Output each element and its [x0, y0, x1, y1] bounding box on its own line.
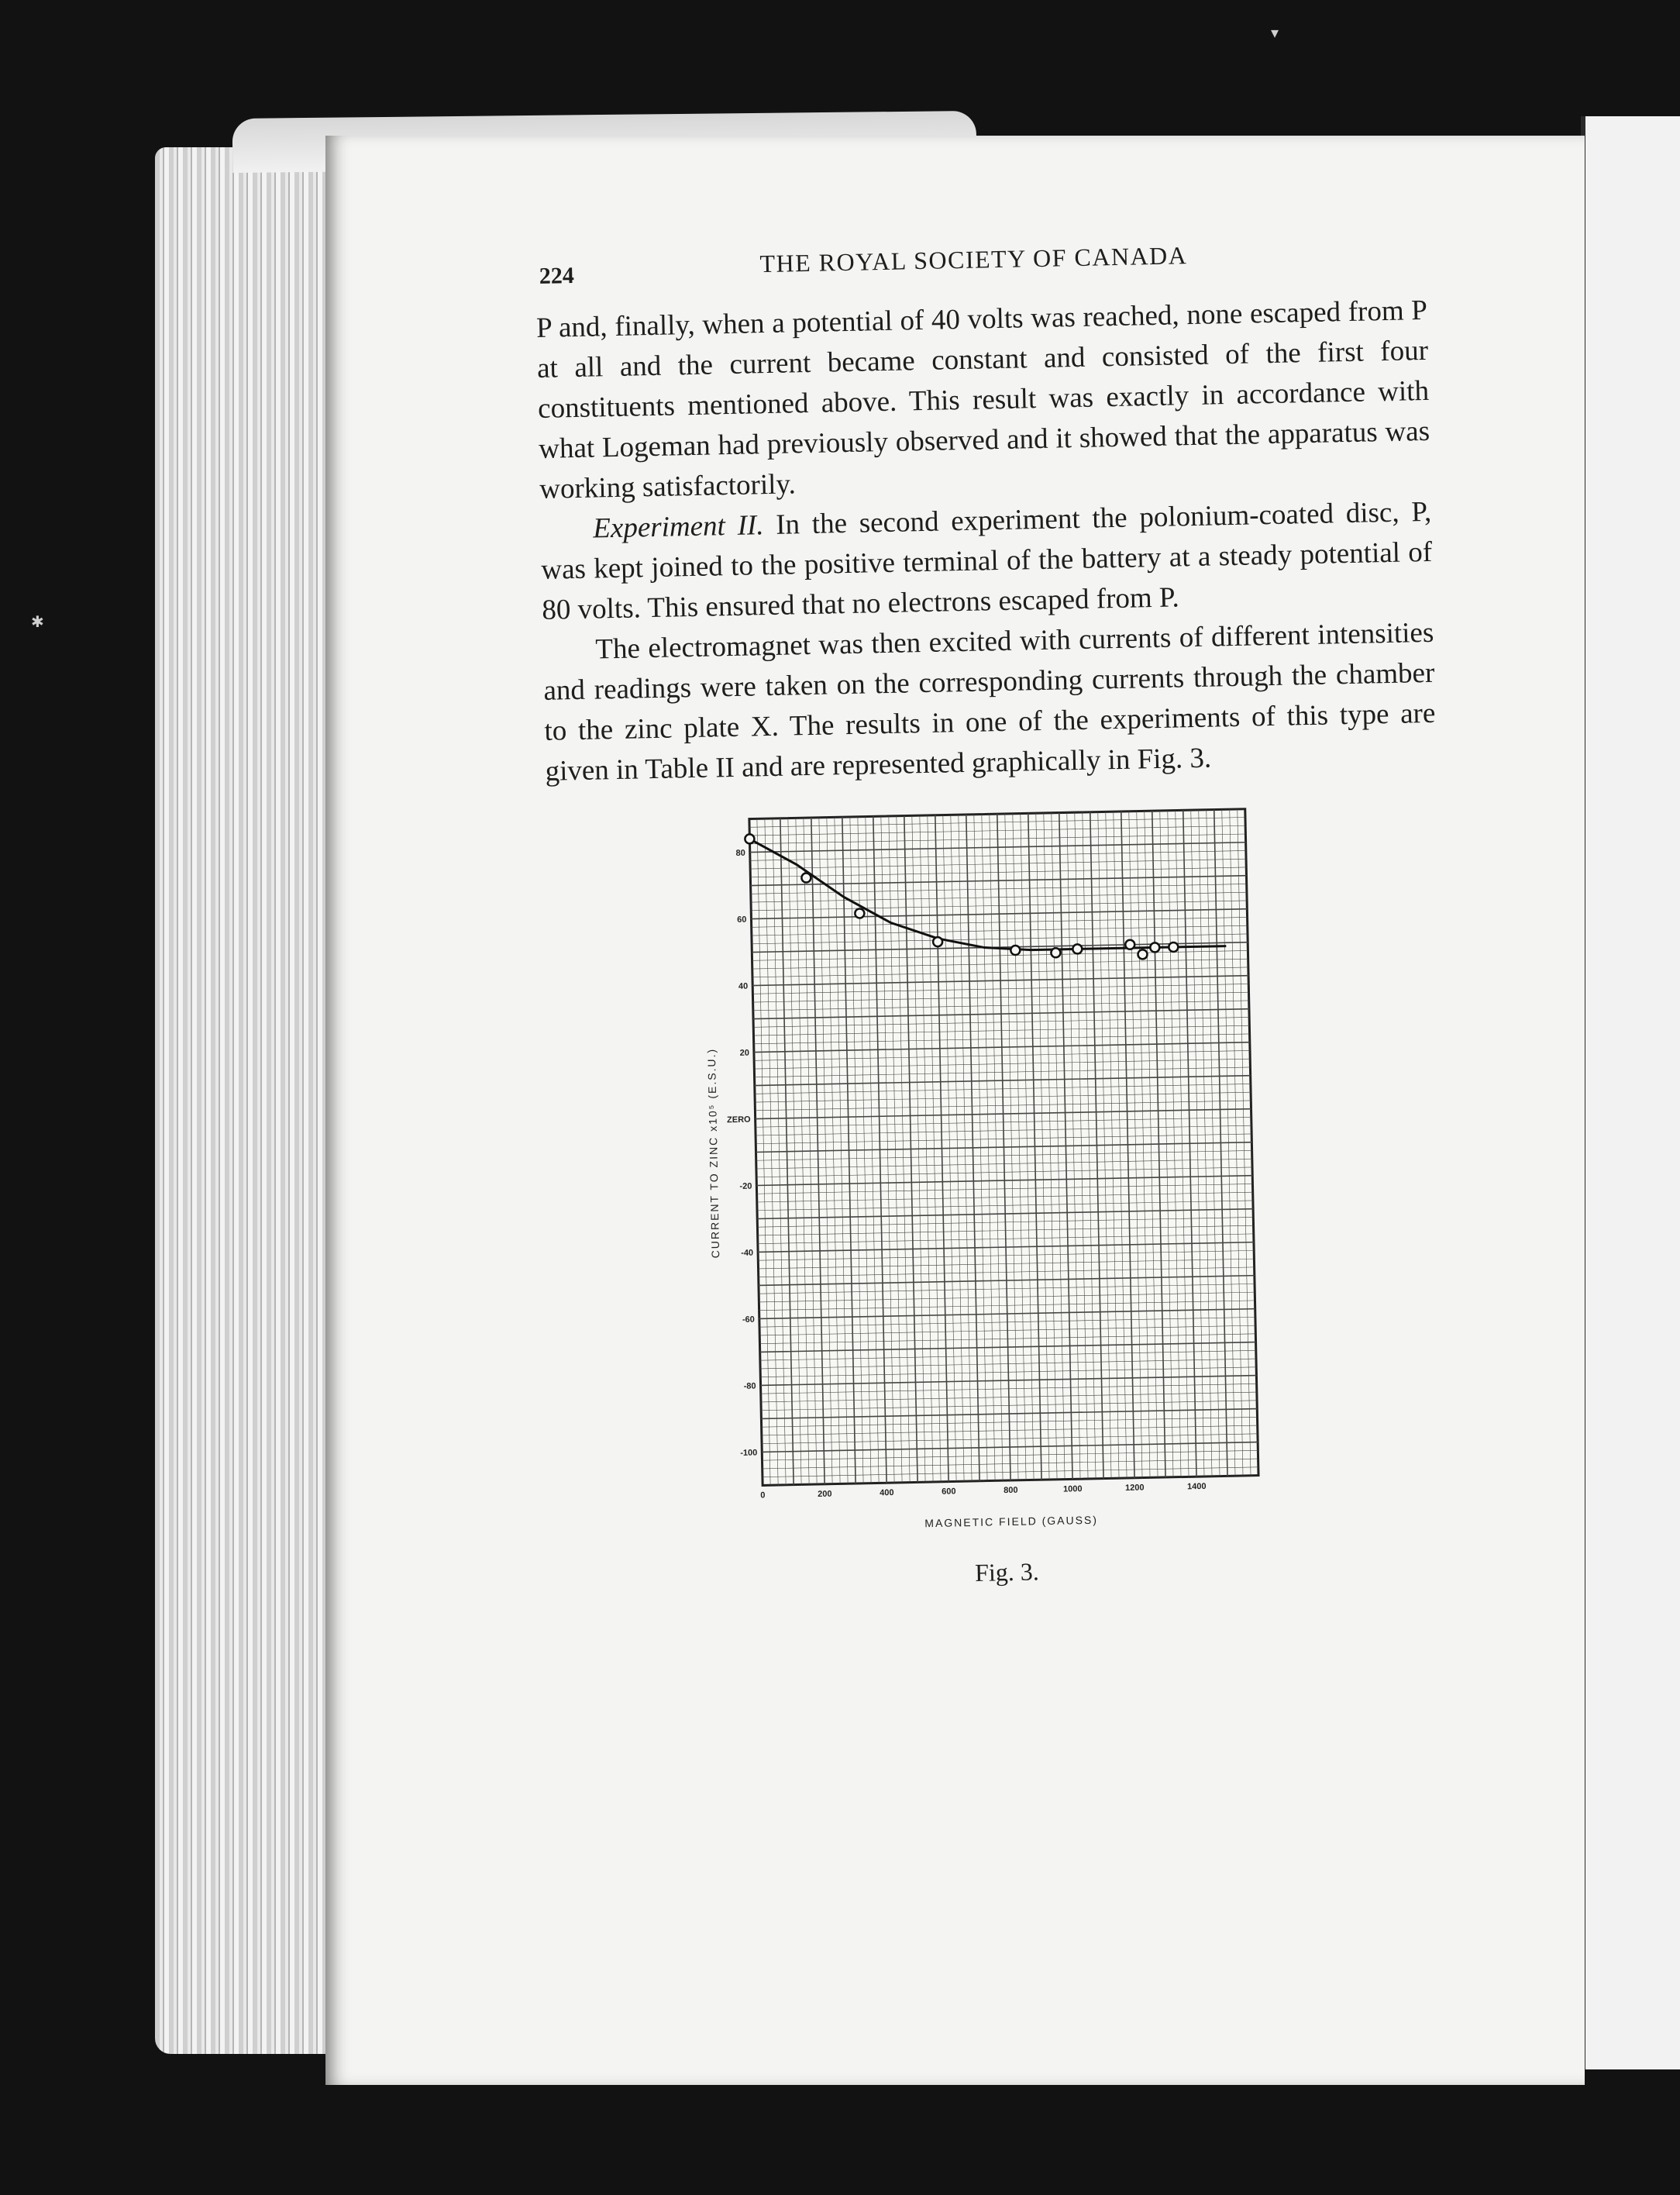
facing-page-edge	[1581, 116, 1680, 2069]
paragraph	[540, 492, 1434, 631]
data-point	[1051, 948, 1060, 957]
x-tick-label: 1200	[1124, 1483, 1145, 1494]
paragraph	[536, 291, 1431, 510]
figure-caption: Fig. 3.	[974, 1557, 1040, 1587]
y-tick-label: -60	[742, 1315, 755, 1325]
y-tick-label: -80	[743, 1381, 756, 1391]
x-tick-label: 200	[818, 1489, 832, 1499]
x-tick-label: 600	[942, 1487, 956, 1497]
y-tick-label: -40	[741, 1248, 754, 1258]
data-point	[1150, 942, 1159, 952]
y-tick-label: 20	[739, 1048, 750, 1058]
y-tick-label: 80	[735, 848, 745, 858]
speck: ✱	[31, 614, 44, 631]
figure-3-chart	[546, 774, 1452, 1567]
x-axis-label: MAGNETIC FIELD (GAUSS)	[924, 1513, 1099, 1530]
data-point	[745, 834, 754, 843]
speck: ▾	[1271, 25, 1279, 42]
y-tick-label: -100	[740, 1448, 758, 1458]
body-text	[536, 291, 1437, 792]
data-point	[1138, 949, 1147, 959]
paragraph-text: In the second experiment the polonium-coated disc, P, was kept joined to the positive terminal of the battery at a steady potential of 80 volts. This ensured that no electrons escaped from P.	[540, 495, 1433, 626]
x-tick-label: 800	[1004, 1485, 1018, 1496]
y-tick-label: 40	[738, 981, 749, 991]
paragraph-lead: Experiment II.	[592, 509, 764, 545]
y-tick-label: 60	[737, 915, 747, 925]
data-point	[1169, 942, 1178, 952]
data-point	[1072, 944, 1082, 953]
figure-3	[546, 774, 1453, 1629]
x-tick-label: 1000	[1062, 1484, 1083, 1494]
running-title: THE ROYAL SOCIETY OF CANADA	[759, 241, 1188, 278]
y-tick-label: -20	[739, 1181, 752, 1191]
page-number: 224	[539, 262, 575, 289]
data-point	[933, 937, 942, 946]
y-tick-label: ZERO	[726, 1115, 751, 1125]
paragraph-text: P and, finally, when a potential of 40 volts was reached, none escaped from P at all and the current became constant and consisted of the first four constituents mentioned above. This result was exactly in accordance with what Logeman had previously observed and it showed that the apparatus was working satisfactorily.	[535, 294, 1430, 505]
paragraph	[542, 613, 1437, 792]
x-tick-label: 0	[760, 1490, 766, 1501]
data-point	[1010, 946, 1020, 955]
book-page-edges	[155, 147, 333, 2054]
paragraph-text: The electromagnet was then excited with currents of different intensities and readings were taken on the corresponding currents through the chamber to the zinc plate X. The results in one of the experiments of this type are given in Table II and are represented graphically in Fig. 3.	[543, 616, 1436, 787]
x-tick-label: 400	[880, 1488, 894, 1498]
x-tick-label: 1400	[1186, 1481, 1207, 1492]
y-axis-label: CURRENT TO ZINC x10⁵ (E.S.U.)	[704, 1047, 722, 1259]
page-content	[535, 229, 1454, 1629]
data-point	[1125, 940, 1134, 949]
data-point	[855, 908, 864, 918]
data-point	[801, 873, 811, 882]
